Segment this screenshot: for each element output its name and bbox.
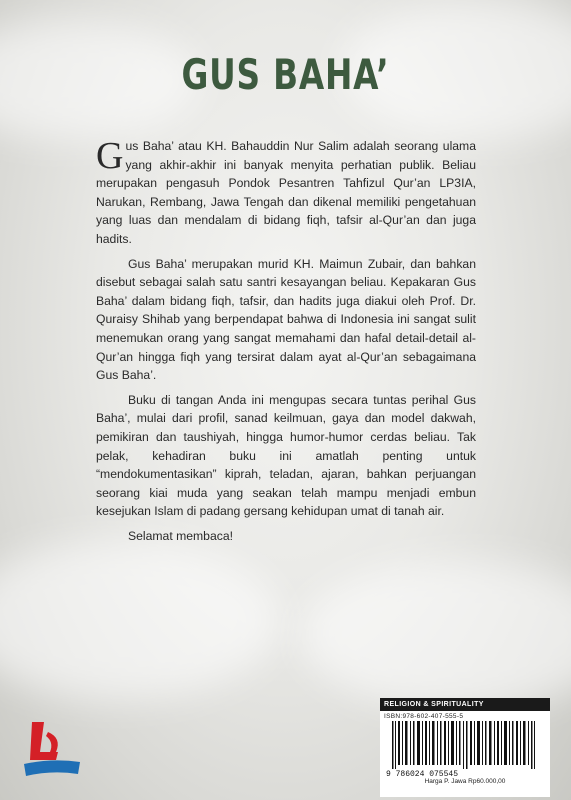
barcode-panel [380,698,550,798]
paragraph-3: Buku di tangan Anda ini mengupas secara tuntas perihal Gus Baha’, mulai dari profil, sanad keilmuan, gaya dan model dakwah, pemikiran dan taushiyah, hingga humor-humor cerdas beliau. Tak pelak, kehadiran buku ini amatlah penting untuk “mendokumentasikan” kiprah, teladan, ajaran, bahkan perjuangan seorang kiai muda yang seakan telah mampu menjadi embun kesejukan Islam di padang gersang kehidupan umat di tanah air. [96,392,476,519]
barcode-number: 9 786024 075545 [386,770,459,777]
closing-line: Selamat membaca! [128,528,233,543]
isbn-text: ISBN:978-602-407-555-5 [384,713,464,720]
paragraph-text: us Baha’ atau KH. Bahauddin Nur Salim adalah seorang ulama yang akhir-akhir ini banyak menyita perhatian publik. Beliau merupakan pengasuh Pondok Pesantren Tahfizul Qur’an LP3IA, Narukan, Rembang, Jawa Tengah dan dikenal memiliki pengetahuan yang luas dan mendalam di bidang fiqh, tafsir al-Qur’an dan juga hadits. [96,139,476,246]
category-label: RELIGION & SPIRITUALITY [380,698,550,711]
barcode-icon [384,721,546,777]
book-title: GUS BAHA’ [181,50,390,99]
drop-cap: G [96,135,124,177]
paragraph-2: Gus Baha’ merupakan murid KH. Maimun Zubair, dan bahkan disebut sebagai salah satu santri kesayangan beliau. Kepakaran Gus Baha’ dalam bidang fiqh, tafsir, dan hadits juga diakui oleh Prof. Dr. Quraisy Shihab yang berpendapat bahwa di Indonesia ini sangat sulit menemukan orang yang sangat memahami dan hafal detail-detail al-Qur’an hingga fiqh yang tersirat dalam ayat al-Qur’an sebagaimana Gus Baha’. [96,256,476,383]
price-text: Harga P. Jawa Rp60.000,00 [424,778,506,785]
barcode-area [380,711,550,797]
paragraph-1 [96,137,476,249]
cloud [300,560,571,710]
laksana-logo-icon [22,718,86,778]
publisher-logo [22,718,86,778]
blurb [96,137,476,551]
cloud [0,540,280,700]
